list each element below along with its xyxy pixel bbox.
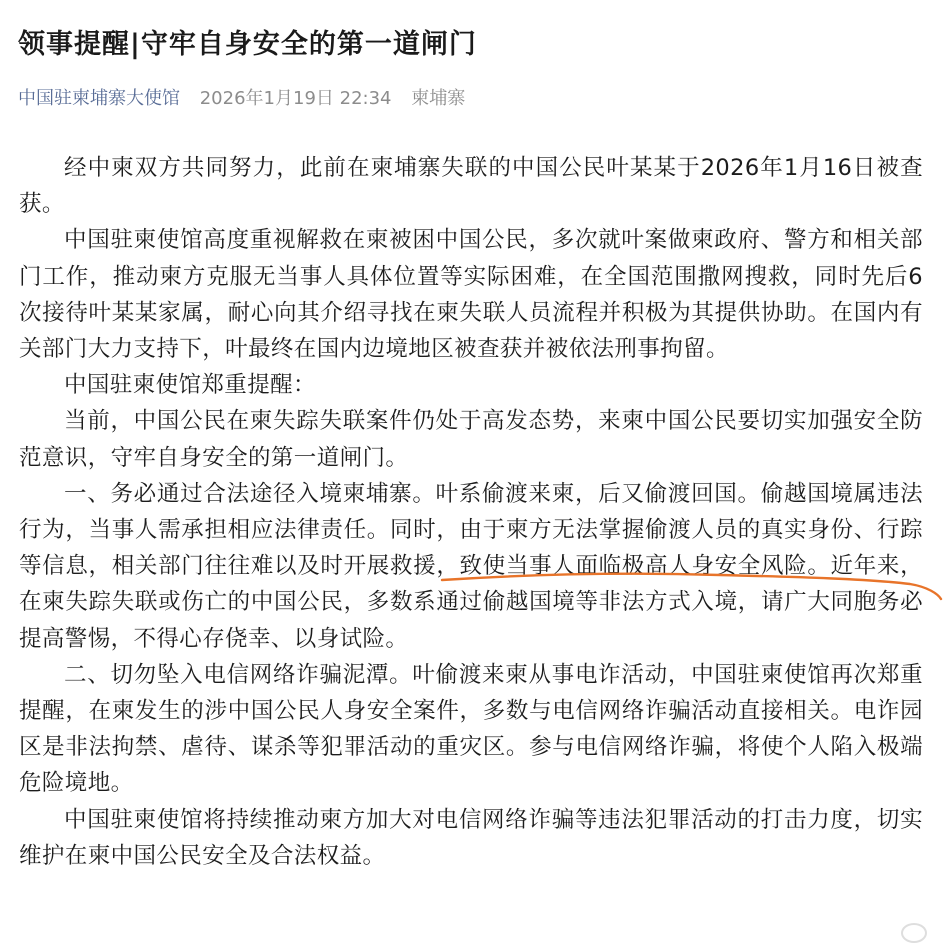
paragraph-5: 一、务必通过合法途径入境柬埔寨。叶系偷渡来柬，后又偷渡回国。偷越国境属违法行为，当事人需承担相应法律责任。同时，由于柬方无法掌握偷渡人员的真实身份、行踪等信息，相关部门往往难以及时开展救援，致使当事人面临极高人身安全风险。近年来，在柬失踪失联或伤亡的中国公民，多数系通过偷越国境等非法方式入境，请广大同胞务必提高警惕，不得心存侥幸、以身试险。 xyxy=(19,480,923,652)
article-date: 2026年1月19日 22:34 xyxy=(199,88,392,109)
article-source-link[interactable]: 中国驻柬埔寨大使馆 xyxy=(18,88,180,109)
paragraph-1: 经中柬双方共同努力，此前在柬埔寨失联的中国公民叶某某于2026年1月16日被查获。 xyxy=(19,155,923,218)
article-title: 领事提醒|守牢自身安全的第一道闸门 xyxy=(18,29,477,60)
weibo-logo-icon xyxy=(901,923,927,943)
article-body xyxy=(19,150,923,874)
paragraph-3: 中国驻柬使馆郑重提醒： xyxy=(64,372,316,399)
paragraph-7: 中国驻柬使馆将持续推动柬方加大对电信网络诈骗等违法犯罪活动的打击力度，切实维护在柬中国公民安全及合法权益。 xyxy=(19,806,923,869)
paragraph-6: 二、切勿坠入电信网络诈骗泥潭。叶偷渡来柬从事电诈活动，中国驻柬使馆再次郑重提醒，在柬发生的涉中国公民人身安全案件，多数与电信网络诈骗活动直接相关。电诈园区是非法拘禁、虐待、谋杀等犯罪活动的重灾区。参与电信网络诈骗，将使个人陷入极端危险境地。 xyxy=(19,661,923,797)
article-location: 柬埔寨 xyxy=(411,88,466,109)
paragraph-2: 中国驻柬使馆高度重视解救在柬被困中国公民，多次就叶案做柬政府、警方和相关部门工作，推动柬方克服无当事人具体位置等实际困难，在全国范围撒网搜救，同时先后6次接待叶某某家属，耐心向其介绍寻找在柬失联人员流程并积极为其提供协助。在国内有关部门大力支持下，叶最终在国内边境地区被查获并被依法刑事拘留。 xyxy=(19,227,923,363)
article-meta xyxy=(18,84,465,110)
paragraph-4: 当前，中国公民在柬失踪失联案件仍处于高发态势，来柬中国公民要切实加强安全防范意识，守牢自身安全的第一道闸门。 xyxy=(19,408,923,471)
watermark xyxy=(901,920,933,945)
